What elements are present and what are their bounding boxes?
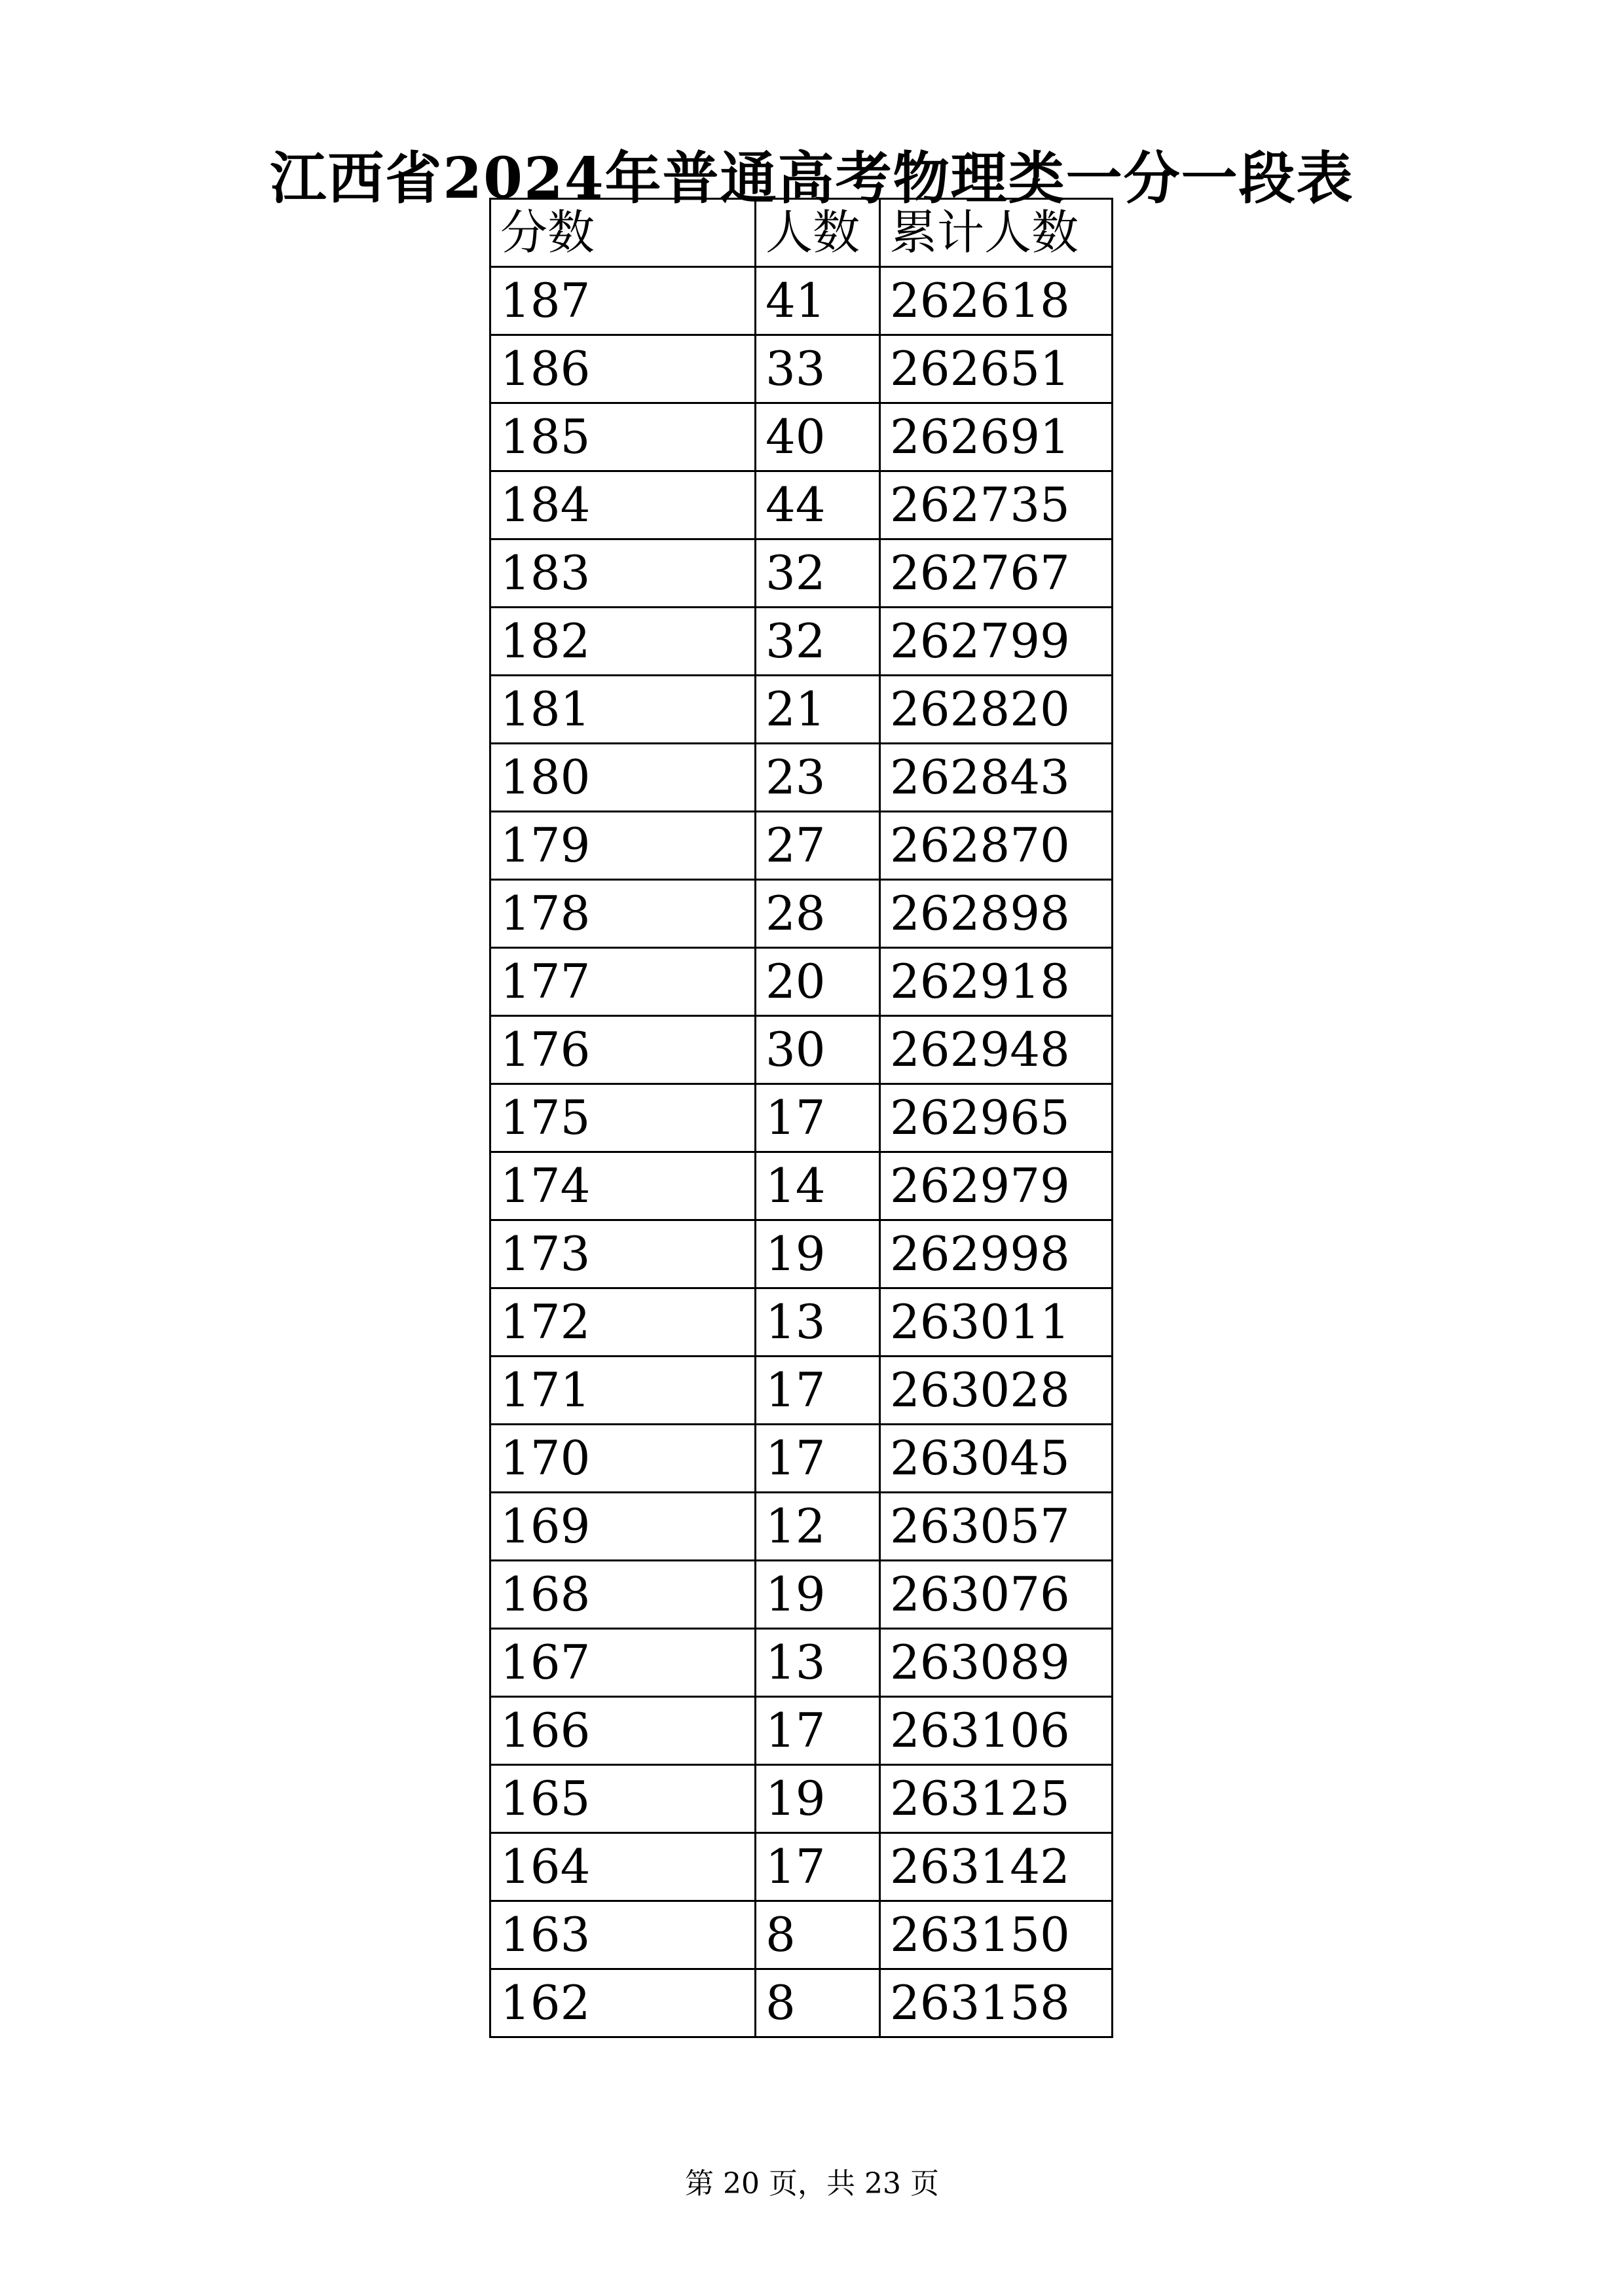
score-cell: 184 xyxy=(490,471,756,539)
header-cumulative: 累计人数 xyxy=(880,199,1113,267)
cumulative-cell: 262820 xyxy=(880,676,1113,744)
cumulative-cell: 262898 xyxy=(880,880,1113,948)
table-header-row xyxy=(490,199,1113,267)
table-row xyxy=(490,1561,1113,1629)
count-cell: 17 xyxy=(756,1084,880,1152)
count-cell: 21 xyxy=(756,676,880,744)
count-cell: 13 xyxy=(756,1629,880,1697)
count-cell: 20 xyxy=(756,948,880,1016)
cumulative-cell: 262651 xyxy=(880,335,1113,403)
cumulative-cell: 262799 xyxy=(880,608,1113,676)
count-cell: 14 xyxy=(756,1152,880,1220)
score-cell: 173 xyxy=(490,1220,756,1288)
score-cell: 164 xyxy=(490,1833,756,1901)
cumulative-cell: 262948 xyxy=(880,1016,1113,1084)
score-cell: 180 xyxy=(490,744,756,812)
table-row xyxy=(490,1220,1113,1288)
score-cell: 166 xyxy=(490,1697,756,1765)
cumulative-cell: 262618 xyxy=(880,267,1113,335)
table-row xyxy=(490,1288,1113,1357)
table-body xyxy=(490,267,1113,2037)
table-row xyxy=(490,1901,1113,1969)
score-cell: 174 xyxy=(490,1152,756,1220)
score-cell: 185 xyxy=(490,403,756,471)
table-row xyxy=(490,812,1113,880)
score-cell: 168 xyxy=(490,1561,756,1629)
table-row xyxy=(490,539,1113,608)
score-cell: 187 xyxy=(490,267,756,335)
count-cell: 19 xyxy=(756,1561,880,1629)
cumulative-cell: 263011 xyxy=(880,1288,1113,1357)
cumulative-cell: 262979 xyxy=(880,1152,1113,1220)
count-cell: 12 xyxy=(756,1493,880,1561)
score-cell: 182 xyxy=(490,608,756,676)
page-title: 江西省2024年普通高考物理类一分一段表 xyxy=(270,145,1354,211)
score-cell: 170 xyxy=(490,1425,756,1493)
table-row xyxy=(490,1357,1113,1425)
count-cell: 40 xyxy=(756,403,880,471)
table-row xyxy=(490,1629,1113,1697)
cumulative-cell: 263158 xyxy=(880,1969,1113,2037)
count-cell: 17 xyxy=(756,1697,880,1765)
table-row xyxy=(490,1969,1113,2037)
score-cell: 176 xyxy=(490,1016,756,1084)
score-cell: 165 xyxy=(490,1765,756,1833)
table-row xyxy=(490,1084,1113,1152)
count-cell: 17 xyxy=(756,1425,880,1493)
count-cell: 44 xyxy=(756,471,880,539)
count-cell: 8 xyxy=(756,1969,880,2037)
cumulative-cell: 262998 xyxy=(880,1220,1113,1288)
score-cell: 177 xyxy=(490,948,756,1016)
score-cell: 183 xyxy=(490,539,756,608)
cumulative-cell: 263142 xyxy=(880,1833,1113,1901)
cumulative-cell: 262843 xyxy=(880,744,1113,812)
table-row xyxy=(490,471,1113,539)
count-cell: 19 xyxy=(756,1220,880,1288)
cumulative-cell: 262691 xyxy=(880,403,1113,471)
score-cell: 169 xyxy=(490,1493,756,1561)
score-cell: 172 xyxy=(490,1288,756,1357)
count-cell: 27 xyxy=(756,812,880,880)
header-score: 分数 xyxy=(490,199,756,267)
cumulative-cell: 263076 xyxy=(880,1561,1113,1629)
count-cell: 32 xyxy=(756,539,880,608)
score-cell: 178 xyxy=(490,880,756,948)
cumulative-cell: 263045 xyxy=(880,1425,1113,1493)
cumulative-cell: 262965 xyxy=(880,1084,1113,1152)
cumulative-cell: 262918 xyxy=(880,948,1113,1016)
table-row xyxy=(490,335,1113,403)
score-cell: 167 xyxy=(490,1629,756,1697)
count-cell: 32 xyxy=(756,608,880,676)
cumulative-cell: 262735 xyxy=(880,471,1113,539)
count-cell: 19 xyxy=(756,1765,880,1833)
cumulative-cell: 263089 xyxy=(880,1629,1113,1697)
score-distribution-table xyxy=(489,198,1113,2038)
score-cell: 186 xyxy=(490,335,756,403)
count-cell: 8 xyxy=(756,1901,880,1969)
cumulative-cell: 263125 xyxy=(880,1765,1113,1833)
table-row xyxy=(490,1833,1113,1901)
cumulative-cell: 262767 xyxy=(880,539,1113,608)
table-row xyxy=(490,1016,1113,1084)
table-row xyxy=(490,403,1113,471)
count-cell: 30 xyxy=(756,1016,880,1084)
table-row xyxy=(490,744,1113,812)
cumulative-cell: 262870 xyxy=(880,812,1113,880)
cumulative-cell: 263106 xyxy=(880,1697,1113,1765)
cumulative-cell: 263057 xyxy=(880,1493,1113,1561)
page-number: 第 20 页，共 23 页 xyxy=(685,2167,939,2200)
score-cell: 171 xyxy=(490,1357,756,1425)
score-cell: 175 xyxy=(490,1084,756,1152)
cumulative-cell: 263150 xyxy=(880,1901,1113,1969)
score-cell: 181 xyxy=(490,676,756,744)
count-cell: 17 xyxy=(756,1833,880,1901)
count-cell: 28 xyxy=(756,880,880,948)
table-row xyxy=(490,948,1113,1016)
score-cell: 162 xyxy=(490,1969,756,2037)
count-cell: 41 xyxy=(756,267,880,335)
table-row xyxy=(490,676,1113,744)
table-row xyxy=(490,1493,1113,1561)
table-row xyxy=(490,1425,1113,1493)
cumulative-cell: 263028 xyxy=(880,1357,1113,1425)
score-cell: 179 xyxy=(490,812,756,880)
count-cell: 33 xyxy=(756,335,880,403)
count-cell: 17 xyxy=(756,1357,880,1425)
table-row xyxy=(490,1697,1113,1765)
count-cell: 23 xyxy=(756,744,880,812)
header-count: 人数 xyxy=(756,199,880,267)
table-row xyxy=(490,608,1113,676)
table-row xyxy=(490,1152,1113,1220)
table-row xyxy=(490,880,1113,948)
count-cell: 13 xyxy=(756,1288,880,1357)
table-row xyxy=(490,1765,1113,1833)
table-row xyxy=(490,267,1113,335)
score-cell: 163 xyxy=(490,1901,756,1969)
